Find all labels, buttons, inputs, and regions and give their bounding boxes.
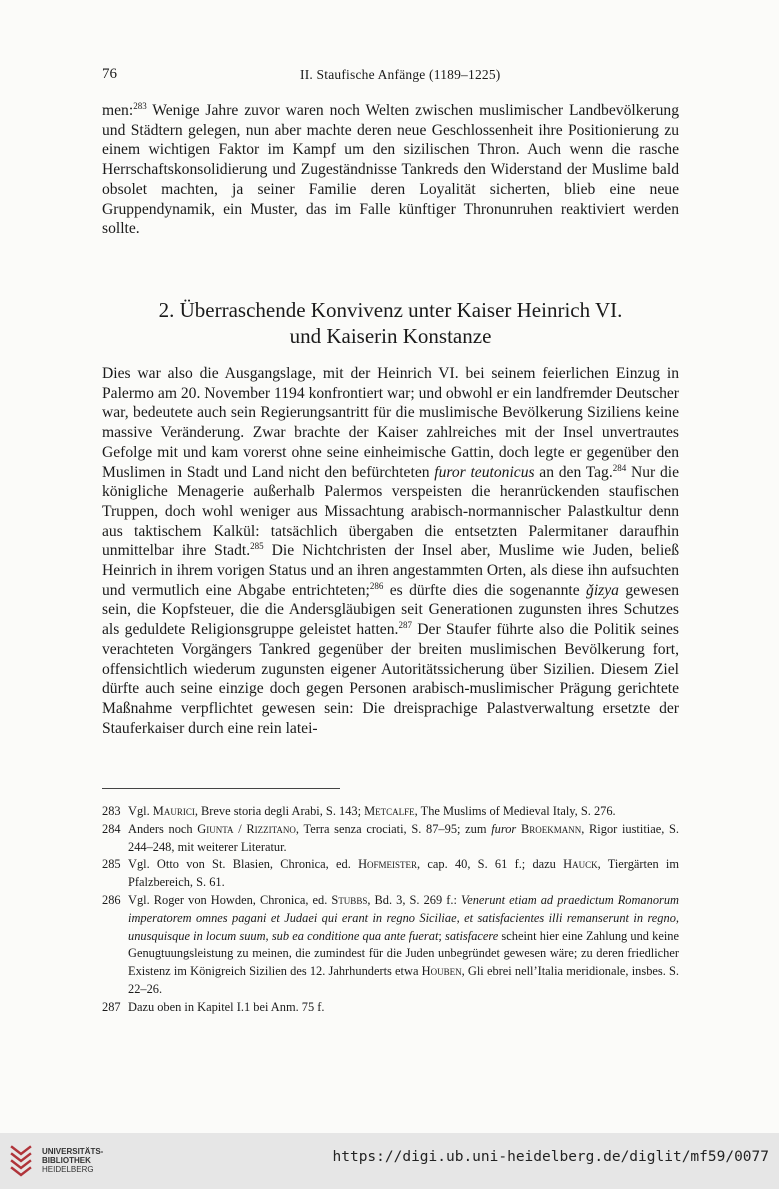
footnote-number: 287 xyxy=(102,999,121,1014)
paragraph-2 xyxy=(102,364,679,738)
author-name: Maurici xyxy=(152,804,195,818)
text-run: gewesen sein, die Kopfsteuer, die die Andersgläubigen seit Generationen zugunsten ihres Schutzes als geduldete Religionsgruppe geleistet hatten. xyxy=(102,581,680,639)
footnote-ref-285[interactable]: 285 xyxy=(250,541,264,552)
footnote-number: 284 xyxy=(102,821,121,836)
text-run: an den Tag. xyxy=(534,463,613,481)
university-library-logo-icon xyxy=(8,1143,34,1177)
text-run: scheint hier eine Zahlung und keine Genugtuungsleistung zu meinen, die zumindest für die Juden unbegründet gewesen wäre; zu deren friedlicher Existenz im Königreich Sizilien des 12. Jahrhunderts etwa xyxy=(128,928,679,979)
footnote-number: 283 xyxy=(102,804,121,818)
section-heading-line-1: 2. Überraschende Konvivenz unter Kaiser Heinrich VI. xyxy=(158,298,623,322)
text-run: , Breve storia degli Arabi, S. 143; xyxy=(194,804,365,818)
text-run: Vgl. Otto von St. Blasien, Chronica, ed. xyxy=(128,857,359,872)
text-run: , Terra senza crociati, S. 87–95; zum xyxy=(295,821,492,836)
text-run: es dürfte dies die sogenannte xyxy=(383,581,587,599)
author-name: Stubbs xyxy=(331,892,368,907)
logo-line: UNIVERSITÄTS- xyxy=(42,1147,104,1156)
author-name: Giunta / Rizzitano xyxy=(197,821,296,836)
text-run: , Bd. 3, S. 269 f.: xyxy=(367,892,461,907)
footnote-ref-284[interactable]: 284 xyxy=(612,462,627,473)
text-run: Nur die königliche Menagerie außerhalb Palermos verspeisten die heranrückenden staufischen Truppen, doch wohl weniger aus Missachtung arabisch-normannischer Palastkultur denn aus taktischem Kalkül: tatsächlich übergaben die entsetzten Palermitaner daraufhin unmittelbar ihre Stadt. xyxy=(102,463,679,560)
footnote-ref-286[interactable]: 286 xyxy=(369,580,384,591)
text-run: , cap. 40, S. 61 f.; dazu xyxy=(417,857,564,872)
paragraph-1 xyxy=(102,101,679,239)
permalink-url[interactable]: https://digi.ub.uni-heidelberg.de/diglit/mf59/0077 xyxy=(332,1149,769,1165)
footnotes xyxy=(102,803,679,1017)
text-run: Dies war also die Ausgangslage, mit der Heinrich VI. bei seinem feierlichen Einzug in Palermo am 20. November 1194 konfrontiert war; und obwohl er ein landfremder Deutscher war, bedeutete auch sein Regierungsantritt für die muslimische Bevölkerung Siziliens keine massive Veränderung. Zwar brachte der Kaiser zahlreiches mit der Insel unvertrautes Gefolge mit und kam vorerst ohne seine einheimische Gattin, doch legte er gegenüber den Muslimen in Stadt und Land nicht den befürchteten xyxy=(102,365,679,481)
footnote-number: 286 xyxy=(102,892,121,907)
section-heading xyxy=(102,297,679,349)
running-head xyxy=(102,66,679,86)
footnote-ref-283[interactable]: 283 xyxy=(133,101,147,111)
text-run: Anders noch xyxy=(128,821,198,836)
author-name: Metcalfe xyxy=(364,804,415,818)
library-logo-text[interactable] xyxy=(42,1147,103,1174)
italic-term: ǧizya xyxy=(586,581,619,599)
footnote-284 xyxy=(102,821,679,857)
footnote-283 xyxy=(102,803,679,821)
logo-line: BIBLIOTHEK xyxy=(42,1156,91,1165)
text-run: Wenige Jahre zuvor waren noch Welten zwischen muslimischer Landbevölkerung und Städtern gelegen, nun aber machte deren neue Geschlossenheit ihre Positionierung zu einem wichtigen Faktor im Kampf um den sizilischen Thron. Auch wenn die rasche Herrschaftskonsolidierung und Zugeständnisse Tankreds den Widerstand der Muslime bald obsolet machten, ja seiner Familie deren Loyalität sicherten, blieb eine neue Gruppendynamik, ein Muster, das im Falle künftiger Thronunruhen reaktiviert werden sollte. xyxy=(102,102,679,238)
latin-quotation: Venerunt etiam ad praedictum Romanorum imperatorem omnes pagani et Judaei qui erant in regno Siciliae, et satisfacientes illi remanserunt in regno, unusquisque in locum suum, sub ea conditione qua ante fuerat xyxy=(128,892,679,943)
text-run: Die Nichtchristen der Insel aber, Muslime wie Juden, beließ Heinrich in ihrem vorigen Status und an ihren angestammten Orten, als diese ihn aufsuchten und vermutlich eine Abgabe entrichteten; xyxy=(102,542,679,599)
text-run: ; xyxy=(438,928,446,943)
text-run: , Gli ebrei nell’Italia meridionale, insbes. S. 22–26. xyxy=(128,964,679,996)
text-run: , Rigor iustitiae, S. 244–248, mit weiterer Literatur. xyxy=(128,821,679,854)
author-name: Houben xyxy=(421,964,462,979)
text-run: Vgl. Roger von Howden, Chronica, ed. xyxy=(128,892,332,907)
text-run: , The Muslims of Medieval Italy, S. 276. xyxy=(414,804,616,818)
logo-line: HEIDELBERG xyxy=(42,1165,94,1174)
footnote-ref-287[interactable]: 287 xyxy=(398,620,412,631)
text-run: Vgl. xyxy=(128,804,153,818)
text-run: men: xyxy=(102,102,134,119)
section-heading-line-2: und Kaiserin Konstanze xyxy=(289,324,492,348)
footnote-287 xyxy=(102,999,679,1017)
footnote-divider xyxy=(102,788,340,789)
footnote-286 xyxy=(102,892,679,999)
author-name: Broekmann xyxy=(520,821,582,836)
text-run: Der Staufer führte also die Politik seines verachteten Vorgängers Tankred gegenüber der breiten muslimischen Bevölkerung fort, offensichtlich wiederum zugunsten eigener Autoritätssicherung über Sizilien. Diesem Ziel dürfte auch seine einzige doch gegen Personen arabisch-muslimischer Prägung gerichtete Maßnahme verpflichtet gewesen sein: Die dreisprachige Palastverwaltung ersetzte der Stauferkaiser durch eine rein latei- xyxy=(102,621,679,737)
author-name: Hauck xyxy=(563,857,598,872)
viewer-footer xyxy=(0,1133,779,1189)
text-run: , Tiergärten im Pfalzbereich, S. 61. xyxy=(128,857,679,890)
page-number: 76 xyxy=(102,66,117,82)
footnote-number: 285 xyxy=(102,857,121,872)
text-run: Dazu oben in Kapitel I.1 bei Anm. 75 f. xyxy=(128,999,325,1014)
author-name: Hofmeister xyxy=(358,857,418,872)
footnote-285 xyxy=(102,856,679,892)
running-title: II. Staufische Anfänge (1189–1225) xyxy=(300,67,501,82)
italic-term: furor xyxy=(491,821,517,836)
italic-term: furor teutonicus xyxy=(434,463,535,481)
logo-chevrons xyxy=(12,1147,30,1175)
italic-term: satisfacere xyxy=(445,928,499,943)
